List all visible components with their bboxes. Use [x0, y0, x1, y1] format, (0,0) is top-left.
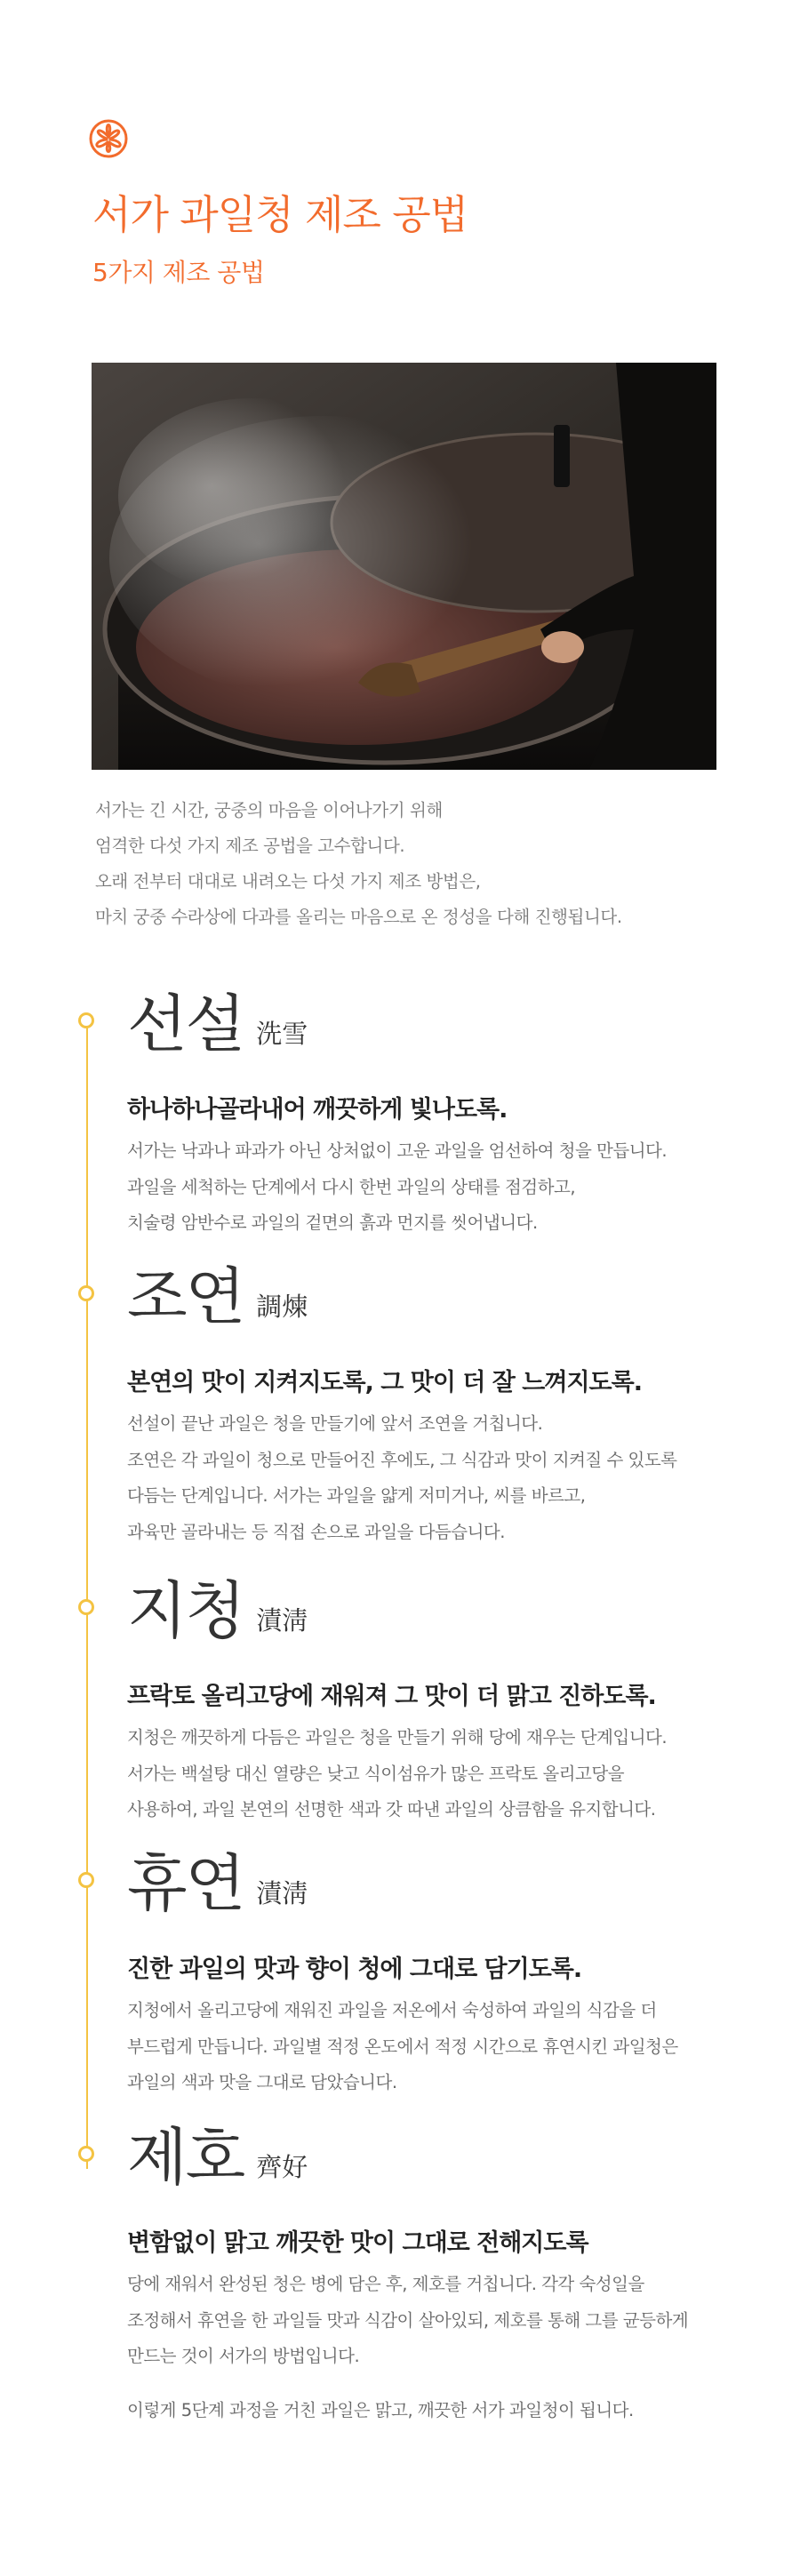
step-headline: 프락토 올리고당에 재워져 그 맛이 더 맑고 진하도록. [127, 1683, 656, 1710]
timeline-line [86, 1022, 88, 2169]
step-name: 선설 [127, 988, 244, 1060]
intro-line: 오래 전부터 대대로 내려오는 다섯 가지 제조 방법은, [95, 871, 481, 892]
step-name: 제호 [127, 2121, 244, 2194]
desc-line: 조정해서 휴연을 한 과일들 맛과 식감이 살아있되, 제호를 통해 그를 균등하게 [127, 2309, 689, 2331]
step-jicheong [127, 1573, 732, 1828]
step-hanja: 調煉 [256, 1292, 308, 1322]
step-hanja: 齊好 [256, 2152, 308, 2182]
hero-photo [92, 363, 716, 770]
desc-line: 서가는 낙과나 파과가 아닌 상처없이 고운 과일을 엄선하여 청을 만듭니다. [127, 1140, 668, 1161]
step-headline: 변함없이 맑고 깨끗한 맛이 그대로 전해지도록 [127, 2229, 588, 2257]
desc-line: 서가는 백설탕 대신 열량은 낮고 식이섬유가 많은 프락토 올리고당을 [127, 1763, 625, 1784]
flower-icon [85, 116, 132, 162]
page-title: 서가 과일청 제조 공법 [92, 191, 468, 238]
timeline-dot [78, 2146, 94, 2162]
intro-line: 서가는 긴 시간, 궁중의 마음을 이어나가기 위해 [95, 800, 443, 820]
intro-text [95, 793, 735, 935]
step-joyeon [127, 1260, 732, 1550]
step-name: 지청 [127, 1574, 244, 1647]
desc-line: 사용하여, 과일 본연의 선명한 색과 갓 따낸 과일의 상큼함을 유지합니다. [127, 1799, 656, 1820]
desc-line: 과일을 세척하는 단계에서 다시 한번 과일의 상태를 점검하고, [127, 1176, 576, 1197]
closing-text: 이렇게 5단계 과정을 거친 과일은 맑고, 깨끗한 서가 과일청이 됩니다. [127, 2400, 634, 2420]
step-name: 조연 [127, 1260, 244, 1333]
timeline-dot [78, 1872, 94, 1888]
step-seonseol [127, 987, 732, 1242]
intro-line: 엄격한 다섯 가지 제조 공법을 고수합니다. [95, 836, 405, 856]
step-description [127, 1720, 732, 1828]
step-headline: 하나하나골라내어 깨끗하게 빛나도록. [127, 1096, 508, 1124]
desc-line: 조연은 각 과일이 청으로 만들어진 후에도, 그 식감과 맛이 지켜질 수 있도록 [127, 1449, 677, 1470]
intro-line: 마치 궁중 수라상에 다과를 올리는 마음으로 온 정성을 다해 진행됩니다. [95, 907, 622, 927]
step-description [127, 1406, 732, 1550]
page-subtitle: 5가지 제조 공법 [92, 258, 265, 287]
desc-line: 만드는 것이 서가의 방법입니다. [127, 2346, 360, 2366]
step-jeho [127, 2120, 732, 2375]
step-hyuyeon [127, 1846, 732, 2101]
step-hanja: 漬淸 [256, 1605, 308, 1636]
desc-line: 지청에서 올리고당에 재워진 과일을 저온에서 숙성하여 과일의 식감을 더 [127, 2000, 657, 2020]
timeline-dot [78, 1285, 94, 1301]
step-hanja: 漬淸 [256, 1878, 308, 1908]
desc-line: 과육만 골라내는 등 직접 손으로 과일을 다듬습니다. [127, 1521, 505, 1542]
step-description [127, 1993, 732, 2101]
step-name: 휴연 [127, 1847, 244, 1920]
timeline-dot [78, 1012, 94, 1028]
desc-line: 다듬는 단계입니다. 서가는 과일을 얇게 저미거나, 씨를 바르고, [127, 1485, 586, 1506]
desc-line: 선설이 끝난 과일은 청을 만들기에 앞서 조연을 거칩니다. [127, 1413, 543, 1434]
desc-line: 과일의 색과 맛을 그대로 담았습니다. [127, 2072, 397, 2092]
desc-line: 당에 재워서 완성된 청은 병에 담은 후, 제호를 거칩니다. 각각 숙성일을 [127, 2274, 644, 2294]
desc-line: 치술령 암반수로 과일의 겉면의 흙과 먼지를 씻어냅니다. [127, 1212, 538, 1233]
step-hanja: 洗雪 [256, 1019, 308, 1049]
step-description [127, 1133, 732, 1242]
timeline-dot [78, 1599, 94, 1615]
desc-line: 부드럽게 만듭니다. 과일별 적정 온도에서 적정 시간으로 휴연시킨 과일청은 [127, 2036, 678, 2057]
desc-line: 지청은 깨끗하게 다듬은 과일은 청을 만들기 위해 당에 재우는 단계입니다. [127, 1727, 668, 1748]
step-headline: 본연의 맛이 지켜지도록, 그 맛이 더 잘 느껴지도록. [127, 1369, 642, 1396]
step-description [127, 2267, 732, 2375]
step-headline: 진한 과일의 맛과 향이 청에 그대로 담기도록. [127, 1956, 582, 1983]
